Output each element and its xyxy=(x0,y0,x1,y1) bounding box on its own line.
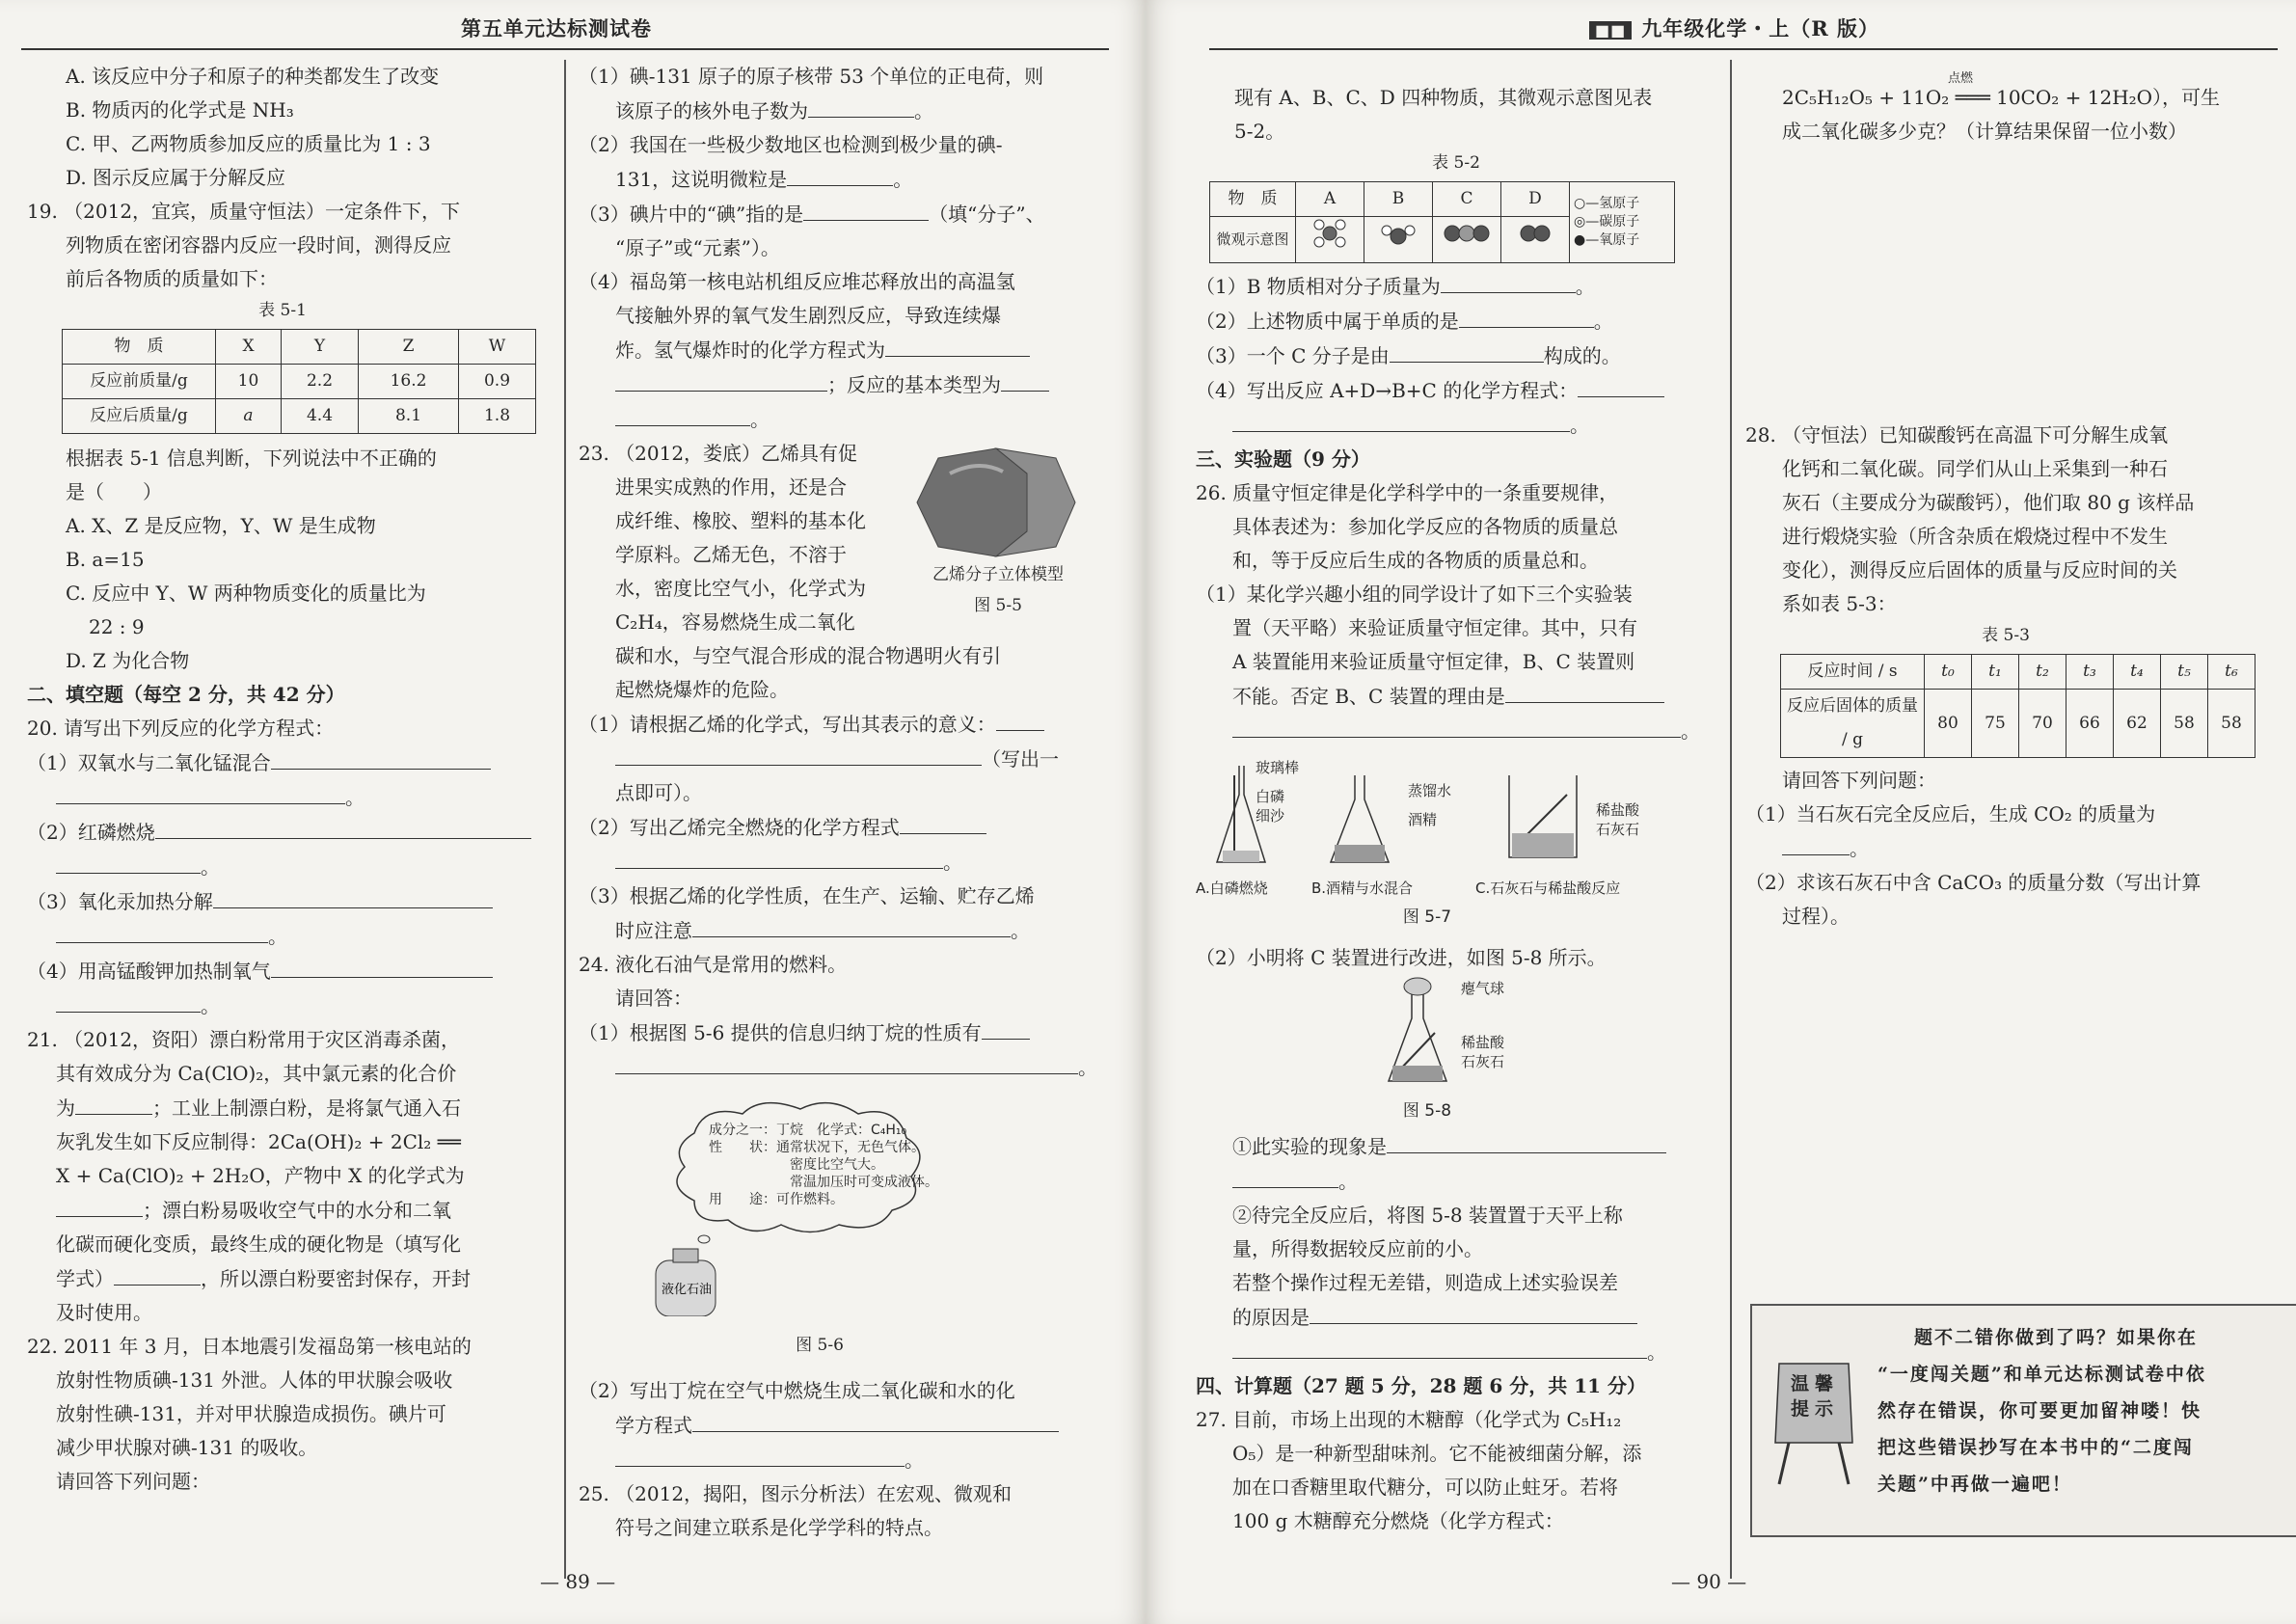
subquestion: （1）根据图 5-6 提供的信息归纳丁烷的性质有 xyxy=(579,1021,982,1044)
question-27: 27. 目前，市场上出现的木糖醇（化学式为 C₅H₁₂ xyxy=(1196,1408,1622,1431)
right-column-2: 点燃 2C₅H₁₂O₅ + 11O₂ ═══ 10CO₂ + 12H₂O），可生 成二氧化碳多少克？（计算结果保留一位小数） 28. （守恒法）已知碳酸钙在高温下可分解生成氧 化钙和二氧化碳。同学们从山上采集到一种石 灰石（主要成分为碳酸钙），他们取 80 g 该样品 进行煅烧实验（所含杂质在煅烧过程中不发生 变化），测得反应后固体的质量与反应时间的关 系如表 5-3： 表 5-3 反应时间 / s t₀ t₁ t₂ t₃ t₄ t₅ t₆ 反应后固体的质量 / g 80 75 70 66 62 58 58 请回答下列问题： （1）当石灰石完全反应后，生成 CO₂ 的质量为 。 （2）求该石灰石中含 CaCO₃ 的质量分数（写出计算 过程）。 xyxy=(1745,81,2266,934)
text-fragment: ；漂白粉易吸收空气中的水分和二氧 xyxy=(143,1199,451,1222)
figure-caption: 图 5-8 xyxy=(1402,1101,1452,1121)
subquestion: （2）小明将 C 装置进行改进，如图 5-8 所示。 xyxy=(1196,946,1607,969)
table-cell: 70 xyxy=(2019,690,2066,758)
label-group xyxy=(1461,979,1504,1071)
text-line: A 装置能用来验证质量守恒定律，B、C 装置则 xyxy=(1232,650,1635,673)
page-number-right: — 90 — xyxy=(1671,1570,1747,1593)
left-column-2: （1）碘-131 原子的原子核带 53 个单位的正电荷，则 该原子的核外电子数为 。 （2）我国在一些极少数地区也检测到极少量的碘- 131，这说明微粒是 。 （3）碘片中的“碘”指的是 （填“分子”、 “原子”或“元素”）。 （4）福岛第一核电站机组反应堆芯释放出的高温氢 气接触外界的氧气发生剧烈反应，导致连续爆 炸。氢气爆炸时的化学方程式为 ；反应的基本类型为 。 23. （2012，娄底）乙烯具有促 进果实成熟的作用，还是合 成纤维、橡胶、塑料的基本化 学原料。乙烯无色，不溶于 水，密度比空气小，化学式为 C₂H₄，容易燃烧生成二氧化 乙烯分子立体模型 图 5-5 碳和水，与空气混合形成的混合物遇明火有引 起燃烧爆炸的危险。 （1）请根据乙烯的化学式，写出其表示的意义： （写出一 点即可）。 （2）写出乙烯完全燃烧的化学方程式 。 （3）根据乙烯的化学性质，在生产、运输、贮存乙烯 时应注意 。 24. 液化石油气是常用的燃料。 请回答： （1）根据图 5-6 提供的信息归纳丁烷的性质有 。 液化石油 成分之一：丁烷 化学式：C₄H₁₀ 性 状：通常状况下，无色气体。 密度比空气大。 常温加压时可变成液体。 用 途：可作燃料。 图 5-6 （2）写出丁烷在空气中燃烧生成二氧化碳和水的化 学方程式 。 25. （2012，揭阳，图示分析法）在宏观、微观和 符号之间建立联系是化学学科的特点。 xyxy=(579,60,1099,1545)
text-line: 放射性物质碘-131 外泄。人体的甲状腺会吸收 xyxy=(56,1368,453,1392)
molecule-b-icon xyxy=(1364,217,1433,263)
option-a: A. 该反应中分子和原子的种类都发生了改变 xyxy=(66,65,440,88)
answer-blank[interactable] xyxy=(996,707,1044,731)
answer-blank[interactable] xyxy=(56,850,201,874)
table-row xyxy=(63,365,536,399)
subquestion: （2）写出丁烷在空气中燃烧生成二氧化碳和水的化 xyxy=(579,1379,1015,1402)
figure-label: 白磷 xyxy=(1256,788,1285,805)
table-cell: 物 质 xyxy=(63,330,216,365)
answer-blank[interactable] xyxy=(56,919,268,943)
cloud-line: 性 状：通常状况下，无色气体。 xyxy=(709,1140,925,1155)
table-cell: 80 xyxy=(1925,690,1972,758)
text-line: 请回答下列问题： xyxy=(1782,769,1936,792)
text-line: 若整个操作过程无差错，则造成上述实验误差 xyxy=(1232,1271,1618,1294)
header-rule xyxy=(1209,48,2278,50)
table-cell: 16.2 xyxy=(359,365,459,399)
text-line: 根据表 5-1 信息判断，下列说法中不正确的 xyxy=(66,447,437,470)
table-cell: t₆ xyxy=(2208,655,2255,690)
text-fragment: ；工业上制漂白粉，是将氯气通入石 xyxy=(152,1096,461,1120)
table-cell: t₀ xyxy=(1925,655,1972,690)
table-cell: D xyxy=(1501,182,1570,217)
text-line: 碳和水，与空气混合形成的混合物遇明火有引 xyxy=(615,644,1001,667)
subquestion: （4）福岛第一核电站机组反应堆芯释放出的高温氢 xyxy=(579,270,1015,293)
header-rule xyxy=(21,48,1109,50)
figure-5-8 xyxy=(1196,975,1716,1129)
answer-blank[interactable] xyxy=(692,913,1011,937)
section-title: 二、填空题（每空 2 分，共 42 分） xyxy=(27,683,345,706)
table-cell: 10 xyxy=(216,365,282,399)
subquestion: （1）双氧水与二氧化锰混合 xyxy=(27,751,271,774)
text-line: 量，所得数据较反应前的小。 xyxy=(1232,1237,1483,1260)
series-logo-icon: ■■ xyxy=(1589,21,1632,40)
figure-label: 酒精 xyxy=(1408,811,1438,828)
tip-line: “一度闯关题”和单元达标测试卷中依 xyxy=(1877,1364,2206,1385)
answer-blank[interactable] xyxy=(615,367,827,392)
answer-blank[interactable] xyxy=(692,1408,1059,1432)
ethylene-model-figure xyxy=(911,445,1080,560)
answer-blank[interactable] xyxy=(615,1050,1078,1074)
answer-blank[interactable] xyxy=(885,333,1030,357)
text-line: 置（天平略）来验证质量守恒定律。其中，只有 xyxy=(1232,616,1637,639)
option-d: D. 图示反应属于分解反应 xyxy=(66,166,286,189)
answer-space[interactable] xyxy=(1745,149,2266,419)
table-cell: t₄ xyxy=(2114,655,2161,690)
text-line: 化钙和二氧化碳。同学们从山上采集到一种石 xyxy=(1782,457,2168,480)
answer-blank[interactable] xyxy=(615,742,982,766)
text-line: X + Ca(ClO)₂ + 2H₂O，产物中 X 的化学式为 xyxy=(56,1164,465,1187)
answer-blank[interactable] xyxy=(1578,373,1664,397)
subquestion: （3）氧化汞加热分解 xyxy=(27,890,213,913)
answer-blank[interactable] xyxy=(1782,831,1850,855)
table-header-row xyxy=(63,330,536,365)
table-row xyxy=(63,399,536,434)
text-line: 减少甲状腺对碘-131 的吸收。 xyxy=(56,1436,318,1459)
right-page-header xyxy=(1589,14,1879,42)
text-fragment: ；反应的基本类型为 xyxy=(827,373,1001,396)
text-line: 点即可）。 xyxy=(615,781,702,804)
label-group-b xyxy=(1408,781,1451,829)
figure-label: 蒸馏水 xyxy=(1408,782,1452,799)
answer-blank[interactable] xyxy=(114,1261,201,1286)
text-line: 请回答： xyxy=(615,987,692,1010)
option-d: D. Z 为化合物 xyxy=(66,649,190,672)
text-line: 学原料。乙烯无色，不溶于 xyxy=(615,543,847,566)
sub-caption: C.石灰石与稀盐酸反应 xyxy=(1475,880,1621,897)
question-23: 23. （2012，娄底）乙烯具有促 xyxy=(579,442,858,465)
answer-blank[interactable] xyxy=(1232,714,1681,738)
table-cell: Z xyxy=(359,330,459,365)
text-fragment: 学式） xyxy=(56,1267,114,1290)
answer-blank[interactable] xyxy=(1001,367,1049,392)
table-cell: 反应前质量/g xyxy=(63,365,216,399)
answer-blank[interactable] xyxy=(75,1091,152,1115)
text-line: 列物质在密闭容器内反应一段时间，测得反应 xyxy=(66,233,451,257)
answer-blank[interactable] xyxy=(56,1193,143,1217)
answer-blank[interactable] xyxy=(56,780,345,804)
atom-legend xyxy=(1570,182,1675,263)
answer-blank[interactable] xyxy=(1390,338,1544,363)
text-line: 22 : 9 xyxy=(89,615,145,638)
option-b: B. a=15 xyxy=(66,548,145,571)
table-cell: 反应后质量/g xyxy=(63,399,216,434)
text-line: 水，密度比空气小，化学式为 xyxy=(615,577,866,600)
subquestion: （2）我国在一些极少数地区也检测到极少量的碘- xyxy=(579,133,1003,156)
text-fragment: 时应注意 xyxy=(615,919,692,942)
figure-label: 石灰石 xyxy=(1461,1053,1505,1070)
page-number: 89 xyxy=(565,1570,590,1593)
text-fragment: 构成的。 xyxy=(1543,344,1621,367)
answer-blank[interactable] xyxy=(1505,679,1664,703)
table-cell: 58 xyxy=(2208,690,2255,758)
text-line: 进行煅烧实验（所含杂质在煅烧过程中不发生 xyxy=(1782,525,2168,548)
text-line: 变化），测得反应后固体的质量与反应时间的关 xyxy=(1782,558,2177,582)
figure-5-7 xyxy=(1196,748,1716,941)
table-5-2 xyxy=(1209,181,1675,263)
text-line: 过程）。 xyxy=(1782,905,1850,928)
table-cell: t₁ xyxy=(1972,655,2019,690)
subquestion: （2）写出乙烯完全燃烧的化学方程式 xyxy=(579,816,900,839)
table-cell: 反应时间 / s xyxy=(1781,655,1925,690)
text-fragment: 131，这说明微粒是 xyxy=(615,168,788,191)
table-cell: B xyxy=(1364,182,1433,217)
tip-line: 题不二错你做到了吗？如果你在 xyxy=(1914,1327,2199,1348)
table-cell: Y xyxy=(282,330,359,365)
subquestion: （2）上述物质中属于单质的是 xyxy=(1196,310,1459,333)
question-23-text xyxy=(579,437,887,639)
table-cell: 物 质 xyxy=(1210,182,1296,217)
molecule-d-icon xyxy=(1501,217,1570,263)
text-line: 具体表述为：参加化学反应的各物质的质量总 xyxy=(1232,515,1618,538)
answer-blank[interactable] xyxy=(1387,1129,1666,1153)
legend-item: ○—氢原子 xyxy=(1574,196,1640,211)
subquestion: （3）一个 C 分子是由 xyxy=(1196,344,1390,367)
improved-apparatus-figure xyxy=(1379,975,1456,1091)
section-title: 三、实验题（9 分） xyxy=(1196,447,1370,471)
answer-blank[interactable] xyxy=(1310,1300,1637,1324)
table-5-1-caption: 表 5-1 xyxy=(258,301,307,320)
subquestion: （1）碘-131 原子的原子核带 53 个单位的正电荷，则 xyxy=(579,65,1044,88)
text-line: 5-2。 xyxy=(1234,120,1285,143)
answer-blank[interactable] xyxy=(1232,1164,1338,1188)
column-divider xyxy=(1730,60,1732,1579)
figure-label: 细沙 xyxy=(1256,807,1285,825)
table-cell: A xyxy=(1296,182,1364,217)
table-cell: 8.1 xyxy=(359,399,459,434)
cloud-line: 用 途：可作燃料。 xyxy=(709,1192,844,1207)
answer-blank[interactable] xyxy=(1459,304,1594,328)
figure-caption: 图 5-6 xyxy=(796,1336,844,1355)
text-fragment: 的原因是 xyxy=(1232,1306,1310,1329)
subquestion: （1）请根据乙烯的化学式，写出其表示的意义： xyxy=(579,713,996,736)
section-title: 四、计算题（27 题 5 分，28 题 6 分，共 11 分） xyxy=(1196,1374,1647,1397)
badge-char: 提 xyxy=(1791,1398,1810,1420)
text-line: 和，等于反应后生成的各物质的质量总和。 xyxy=(1232,549,1599,572)
option-c: C. 反应中 Y、W 两种物质变化的质量比为 xyxy=(66,582,426,605)
text-fragment: 炸。氢气爆炸时的化学方程式为 xyxy=(615,338,885,362)
table-cell: a xyxy=(216,399,282,434)
table-cell: 1.8 xyxy=(458,399,535,434)
left-page xyxy=(0,0,1146,1624)
badge-char: 示 xyxy=(1815,1398,1834,1420)
answer-blank[interactable] xyxy=(900,810,986,834)
text-line: 现有 A、B、C、D 四种物质，其微观示意图见表 xyxy=(1234,86,1653,109)
text-line: 及时使用。 xyxy=(56,1301,152,1324)
table-cell: 75 xyxy=(1972,690,2019,758)
figure-label: 稀盐酸 xyxy=(1596,801,1640,819)
table-row xyxy=(1781,690,2255,758)
text-fragment: （填“分子”、 xyxy=(929,203,1045,226)
text-line: 系如表 5-3： xyxy=(1782,592,1897,615)
text-fragment: 为 xyxy=(56,1096,75,1120)
cloud-line: 密度比空气大。 xyxy=(790,1157,884,1173)
question-20: 20. 请写出下列反应的化学方程式： xyxy=(27,717,335,740)
question-26: 26. 质量守恒定律是化学科学中的一条重要规律， xyxy=(1196,481,1619,504)
question-25: 25. （2012，揭阳，图示分析法）在宏观、微观和 xyxy=(579,1482,1013,1505)
option-a: A. X、Z 是反应物，Y、W 是生成物 xyxy=(66,514,376,537)
subquestion: （4）写出反应 A+D→B+C 的化学方程式： xyxy=(1196,379,1579,402)
answer-blank[interactable] xyxy=(1232,1335,1647,1359)
answer-blank[interactable] xyxy=(615,1443,905,1467)
table-cell: t₃ xyxy=(2066,655,2114,690)
option-b: B. 物质丙的化学式是 NH₃ xyxy=(66,98,294,122)
answer-blank[interactable] xyxy=(213,884,493,908)
text-line: ②待完全反应后，将图 5-8 装置置于天平上称 xyxy=(1232,1204,1623,1227)
table-cell: W xyxy=(458,330,535,365)
badge-char: 馨 xyxy=(1815,1373,1834,1394)
text-line: 加在口香糖里取代糖分，可以防止蛀牙。若将 xyxy=(1232,1475,1618,1499)
answer-blank[interactable] xyxy=(1441,269,1576,293)
table-cell: 58 xyxy=(2161,690,2208,758)
text-line: 是（ ） xyxy=(66,480,162,503)
equation-text: 2C₅H₁₂O₅ + 11O₂ ═══ 10CO₂ + 12H₂O），可生 xyxy=(1782,86,2221,109)
tip-line: 然存在错误，你可要更加留神喽！快 xyxy=(1877,1400,2202,1421)
left-page-header: 第五单元达标测试卷 xyxy=(461,16,652,41)
text-line: 符号之间建立联系是化学学科的特点。 xyxy=(615,1516,943,1539)
text-line: 成二氧化碳多少克？（计算结果保留一位小数） xyxy=(1782,120,2187,143)
warm-tip-box xyxy=(1750,1304,2296,1537)
text-line: 放射性碘-131，并对甲状腺造成损伤。碘片可 xyxy=(56,1402,446,1425)
right-column-1: 现有 A、B、C、D 四种物质，其微观示意图见表 5-2。 表 5-2 物 质 A B C D ○—氢原子 ◎—碳原子 ●—氧原子 微观示意图 （1）B 物质相对分子质量为 。 （2）上述物质中属于单质的是 。 （3）一个 C 分子是由 构成的。 （4）写出反应 A+D→B+C 的化学方程式： 。 三、实验题（9 分） 26. 质量守恒定律是化学科学中的一条重要规律， 具体表述为：参加化学反应的各物质的质量总 和，等于反应后生成的各物质的质量总和。 （1）某化学兴趣小组的同学设计了如下三个实验装 置（天平略）来验证质量守恒定律。其中，只有 A 装置能用来验证质量守恒定律，B、C 装置则 不能。否定 B、C 装置的理由是 。 玻璃棒 白磷 细沙 蒸馏水 酒精 稀盐酸 石灰石 A.白磷燃烧 B.酒精与水混合 C.石灰石与稀盐酸反应 图 5-7 （2）小明将 C 装置进行改进，如图 5-8 所示。 瘪气球 稀盐酸 石灰石 图 5-8 ①此实验的现象是 。 ②待完全反应后，将图 5-8 装置置于天平上称 量，所得数据较反应前的小。 若整个操作过程无差错，则造成上述实验误差 的原因是 。 四、计算题（27 题 5 分，28 题 6 分，共 11 分） 27. 目前，市场上出现的木糖醇（化学式为 C₅H₁₂ O₅）是一种新型甜味剂。它不能被细菌分解，添 加在口香糖里取代糖分，可以防止蛀牙。若将 100 g 木糖醇充分燃烧（化学方程式： xyxy=(1196,81,1716,1538)
table-header-row xyxy=(1210,182,1675,217)
table-5-1 xyxy=(62,329,536,434)
molecule-a-icon xyxy=(1296,217,1364,263)
text-fragment: 不能。否定 B、C 装置的理由是 xyxy=(1232,685,1505,708)
subquestion: （3）根据乙烯的化学性质，在生产、运输、贮存乙烯 xyxy=(579,884,1035,907)
answer-blank[interactable] xyxy=(615,845,943,869)
tank-label: 液化石油 xyxy=(662,1283,713,1297)
answer-blank[interactable] xyxy=(56,988,201,1013)
right-page xyxy=(1146,0,2296,1624)
text-fragment: 学方程式 xyxy=(615,1414,692,1437)
answer-blank[interactable] xyxy=(615,402,750,426)
option-c: C. 甲、乙两物质参加反应的质量比为 1 : 3 xyxy=(66,132,431,155)
text-fragment: ，所以漂白粉要密封保存，开封 xyxy=(201,1267,471,1290)
sub-caption: B.酒精与水混合 xyxy=(1311,880,1414,897)
subquestion: （1）当石灰石完全反应后，生成 CO₂ 的质量为 xyxy=(1745,802,2156,826)
column-divider xyxy=(564,60,566,1579)
text-line: O₅）是一种新型甜味剂。它不能被细菌分解，添 xyxy=(1232,1442,1642,1465)
subquestion: （3）碘片中的“碘”指的是 xyxy=(579,203,804,226)
answer-blank[interactable] xyxy=(808,94,914,118)
tip-line: 把这些错误抄写在本书中的“二度闯 xyxy=(1877,1437,2194,1458)
table-cell: 0.9 xyxy=(458,365,535,399)
badge-text xyxy=(1791,1371,1839,1421)
text-fragment: 该原子的核外电子数为 xyxy=(615,99,808,122)
subquestion: （4）用高锰酸钾加热制氧气 xyxy=(27,960,271,983)
text-line: 其有效成分为 Ca(ClO)₂，其中氯元素的化合价 xyxy=(56,1062,457,1085)
text-line: 起燃烧爆炸的危险。 xyxy=(615,678,789,701)
text-line: 化碳而硬化变质，最终生成的硬化物是（填写化 xyxy=(56,1232,461,1256)
table-5-3-caption: 表 5-3 xyxy=(1982,626,2030,645)
table-cell: 2.2 xyxy=(282,365,359,399)
table-cell: t₂ xyxy=(2019,655,2066,690)
answer-blank[interactable] xyxy=(803,197,929,221)
text-fragment: （写出一 xyxy=(982,747,1059,771)
question-28: 28. （守恒法）已知碳酸钙在高温下可分解生成氧 xyxy=(1745,423,2169,447)
subquestion: （2）红磷燃烧 xyxy=(27,821,155,844)
figure-label: 乙烯分子立体模型 xyxy=(932,565,1064,584)
text-line: “原子”或“元素”）。 xyxy=(615,236,780,259)
table-cell: 微观示意图 xyxy=(1210,217,1296,263)
header-title: 九年级化学・上（R 版） xyxy=(1641,16,1879,41)
label-group-c xyxy=(1596,800,1639,839)
subquestion: （2）求该石灰石中含 CaCO₃ 的质量分数（写出计算 xyxy=(1745,871,2201,894)
table-5-2-caption: 表 5-2 xyxy=(1432,153,1480,173)
question-24: 24. 液化石油气是常用的燃料。 xyxy=(579,953,848,976)
figure-caption: 图 5-5 xyxy=(974,596,1022,615)
sub-caption: A.白磷燃烧 xyxy=(1196,880,1268,897)
question-22: 22. 2011 年 3 月，日本地震引发福岛第一核电站的 xyxy=(27,1335,472,1358)
text-line: 进果实成熟的作用，还是合 xyxy=(615,475,847,499)
lpg-info-cloud xyxy=(709,1122,938,1208)
subquestion: （1）B 物质相对分子质量为 xyxy=(1196,275,1441,298)
molecule-c-icon xyxy=(1433,217,1501,263)
text-line: 气接触外界的氧气发生剧烈反应，导致连续爆 xyxy=(615,304,1001,327)
figure-label: 玻璃棒 xyxy=(1256,759,1300,776)
tip-line: 关题”中再做一遍吧！ xyxy=(1877,1474,2072,1495)
page-number: 90 xyxy=(1696,1570,1721,1593)
badge-char: 温 xyxy=(1791,1373,1810,1394)
figure-label: 稀盐酸 xyxy=(1461,1034,1505,1051)
answer-blank[interactable] xyxy=(787,162,893,186)
left-column-1: A. 该反应中分子和原子的种类都发生了改变 B. 物质丙的化学式是 NH₃ C. 甲、乙两物质参加反应的质量比为 1 : 3 D. 图示反应属于分解反应 19. （2012，宜宾，质量守恒法）一定条件下，下 列物质在密闭容器内反应一段时间，测得反应 前后各物质的质量如下： 表 5-1 物 质 X Y Z W 反应前质量/g 10 2.2 16.2 0.9 反应后质量/g a 4.4 8.1 1.8 根据表 5-1 信息判断，下列说法中不正确的 是（ ） A. X、Z 是反应物，Y、W 是生成物 B. a=15 C. 反应中 Y、W 两种物质变化的质量比为 22 : 9 D. Z 为化合物 二、填空题（每空 2 分，共 42 分） 20. 请写出下列反应的化学方程式： （1）双氧水与二氧化锰混合 。 （2）红磷燃烧 。 （3）氧化汞加热分解 。 （4）用高锰酸钾加热制氧气 。 21. （2012，资阳）漂白粉常用于灾区消毒杀菌， 其有效成分为 Ca(ClO)₂，其中氯元素的化合价 为 ；工业上制漂白粉，是将氯气通入石 灰乳发生如下反应制得：2Ca(OH)₂ + 2Cl₂ ══ X + Ca(ClO)₂ + 2H₂O，产物中 X 的化学式为 ；漂白粉易吸收空气中的水分和二氧 化碳而硬化变质，最终生成的硬化物是（填写化 学式） ，所以漂白粉要密封保存，开封 及时使用。 22. 2011 年 3 月，日本地震引发福岛第一核电站的 放射性物质碘-131 外泄。人体的甲状腺会吸收 放射性碘-131，并对甲状腺造成损伤。碘片可 减少甲状腺对碘-131 的吸收。 请回答下列问题： xyxy=(27,60,538,1499)
table-cell: t₅ xyxy=(2161,655,2208,690)
label-group-a xyxy=(1256,758,1299,826)
text-line: 请回答下列问题： xyxy=(56,1470,210,1493)
table-5-3 xyxy=(1780,654,2255,758)
figure-caption: 图 5-7 xyxy=(1402,907,1452,927)
text-line: 成纤维、橡胶、塑料的基本化 xyxy=(615,509,866,532)
legend-item: ●—氧原子 xyxy=(1574,232,1640,248)
table-cell: 反应后固体的质量 / g xyxy=(1781,690,1925,758)
table-cell: C xyxy=(1433,182,1501,217)
table-header-row xyxy=(1781,655,2255,690)
figure-label: 瘪气球 xyxy=(1461,980,1505,997)
text-line: C₂H₄，容易燃烧生成二氧化 xyxy=(615,610,855,634)
figure-5-6 xyxy=(579,1085,1099,1374)
answer-blank[interactable] xyxy=(155,815,531,839)
text-line: 灰乳发生如下反应制得：2Ca(OH)₂ + 2Cl₂ ══ xyxy=(56,1130,461,1153)
table-cell: X xyxy=(216,330,282,365)
question-19: 19. （2012，宜宾，质量守恒法）一定条件下，下 xyxy=(27,200,461,223)
text-line: 灰石（主要成分为碳酸钙），他们取 80 g 该样品 xyxy=(1782,491,2195,514)
answer-blank[interactable] xyxy=(271,954,493,978)
table-cell: 4.4 xyxy=(282,399,359,434)
page-number-left: — 89 — xyxy=(540,1570,616,1593)
warm-tip-text xyxy=(1877,1319,2296,1502)
equation-line xyxy=(1745,71,2266,115)
cloud-line: 成分之一：丁烷 化学式：C₄H₁₀ xyxy=(709,1123,907,1138)
cloud-line: 常温加压时可变成液体。 xyxy=(790,1175,938,1190)
text-line: 100 g 木糖醇充分燃烧（化学方程式： xyxy=(1232,1509,1564,1532)
answer-blank[interactable] xyxy=(982,1015,1030,1040)
text-line: 前后各物质的质量如下： xyxy=(66,267,278,290)
table-cell: 66 xyxy=(2066,690,2114,758)
figure-label: 石灰石 xyxy=(1596,821,1640,838)
answer-blank[interactable] xyxy=(271,745,491,770)
question-21: 21. （2012，资阳）漂白粉常用于灾区消毒杀菌， xyxy=(27,1028,461,1051)
question-23-block xyxy=(579,437,1099,688)
warm-tip-badge xyxy=(1769,1354,1858,1489)
legend-item: ◎—碳原子 xyxy=(1574,214,1640,230)
answer-blank[interactable] xyxy=(1232,408,1570,432)
table-cell: 62 xyxy=(2114,690,2161,758)
subquestion: （1）某化学兴趣小组的同学设计了如下三个实验装 xyxy=(1196,582,1633,606)
reaction-condition: 点燃 xyxy=(1948,71,1974,86)
text-fragment: ①此实验的现象是 xyxy=(1232,1135,1387,1158)
